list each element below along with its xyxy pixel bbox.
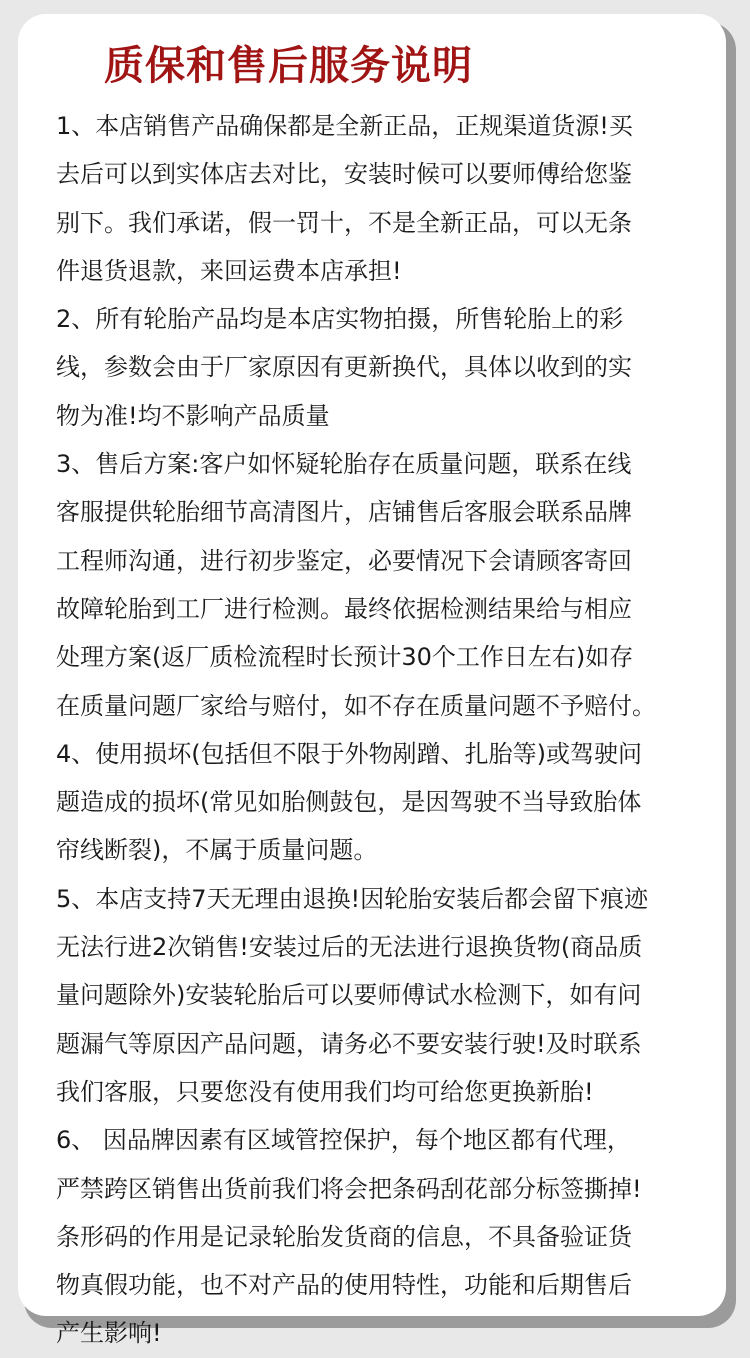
text-line: 别下。我们承诺，假一罚十，不是全新正品，可以无条	[56, 208, 632, 237]
text-line: 1、本店销售产品确保都是全新正品，正规渠道货源!买	[56, 112, 633, 140]
text-line: 量问题除外)安装轮胎后可以要师傅试水检测下，如有问	[56, 981, 642, 1010]
text-line: 严禁跨区销售出货前我们将会把条码刮花部分标签撕掉!	[56, 1174, 642, 1203]
text-line: 线，参数会由于厂家原因有更新换代，具体以收到的实	[56, 353, 632, 382]
text-line: 物为准!均不影响产品质量	[56, 401, 330, 430]
text-line: 去后可以到实体店去对比，安装时候可以要师傅给您鉴	[56, 160, 632, 189]
text-line: 3、售后方案:客户如怀疑轮胎存在质量问题，联系在线	[56, 450, 632, 479]
text-line: 4、使用损坏(包括但不限于外物剐蹭、扎胎等)或驾驶问	[56, 739, 642, 768]
text-line: 物真假功能，也不对产品的使用特性，功能和后期售后	[56, 1271, 632, 1300]
text-line: 5、本店支持7天无理由退换!因轮胎安装后都会留下痕迹	[56, 884, 649, 913]
text-line: 在质量问题厂家给与赔付，如不存在质量问题不予赔付。	[56, 691, 656, 720]
text-line: 我们客服，只要您没有使用我们均可给您更换新胎!	[56, 1077, 594, 1106]
text-line: 客服提供轮胎细节高清图片，店铺售后客服会联系品牌	[56, 498, 632, 527]
notice-body	[56, 102, 704, 1358]
text-line: 故障轮胎到工厂进行检测。最终依据检测结果给与相应	[56, 594, 632, 623]
text-line: 产生影响!	[56, 1319, 162, 1348]
text-line: 帘线断裂)，不属于质量问题。	[56, 836, 378, 865]
text-line: 2、所有轮胎产品均是本店实物拍摄，所售轮胎上的彩	[56, 305, 624, 334]
text-line: 工程师沟通，进行初步鉴定，必要情况下会请顾客寄回	[56, 546, 632, 575]
text-line: 无法行进2次销售!安装过后的无法进行退换货物(商品质	[56, 933, 643, 962]
text-line: 处理方案(返厂质检流程时长预计30个工作日左右)如存	[56, 643, 634, 672]
notice-card	[18, 14, 726, 1348]
text-line: 6、 因品牌因素有区域管控保护，每个地区都有代理，	[56, 1126, 631, 1155]
text-line: 条形码的作用是记录轮胎发货商的信息，不具备验证货	[56, 1222, 632, 1251]
page-title: 质保和售后服务说明	[104, 43, 473, 89]
text-line: 件退货退款，来回运费本店承担!	[56, 256, 402, 285]
text-line: 题造成的损坏(常见如胎侧鼓包，是因驾驶不当导致胎体	[56, 788, 642, 817]
text-line: 题漏气等原因产品问题，请务必不要安装行驶!及时联系	[56, 1029, 642, 1058]
